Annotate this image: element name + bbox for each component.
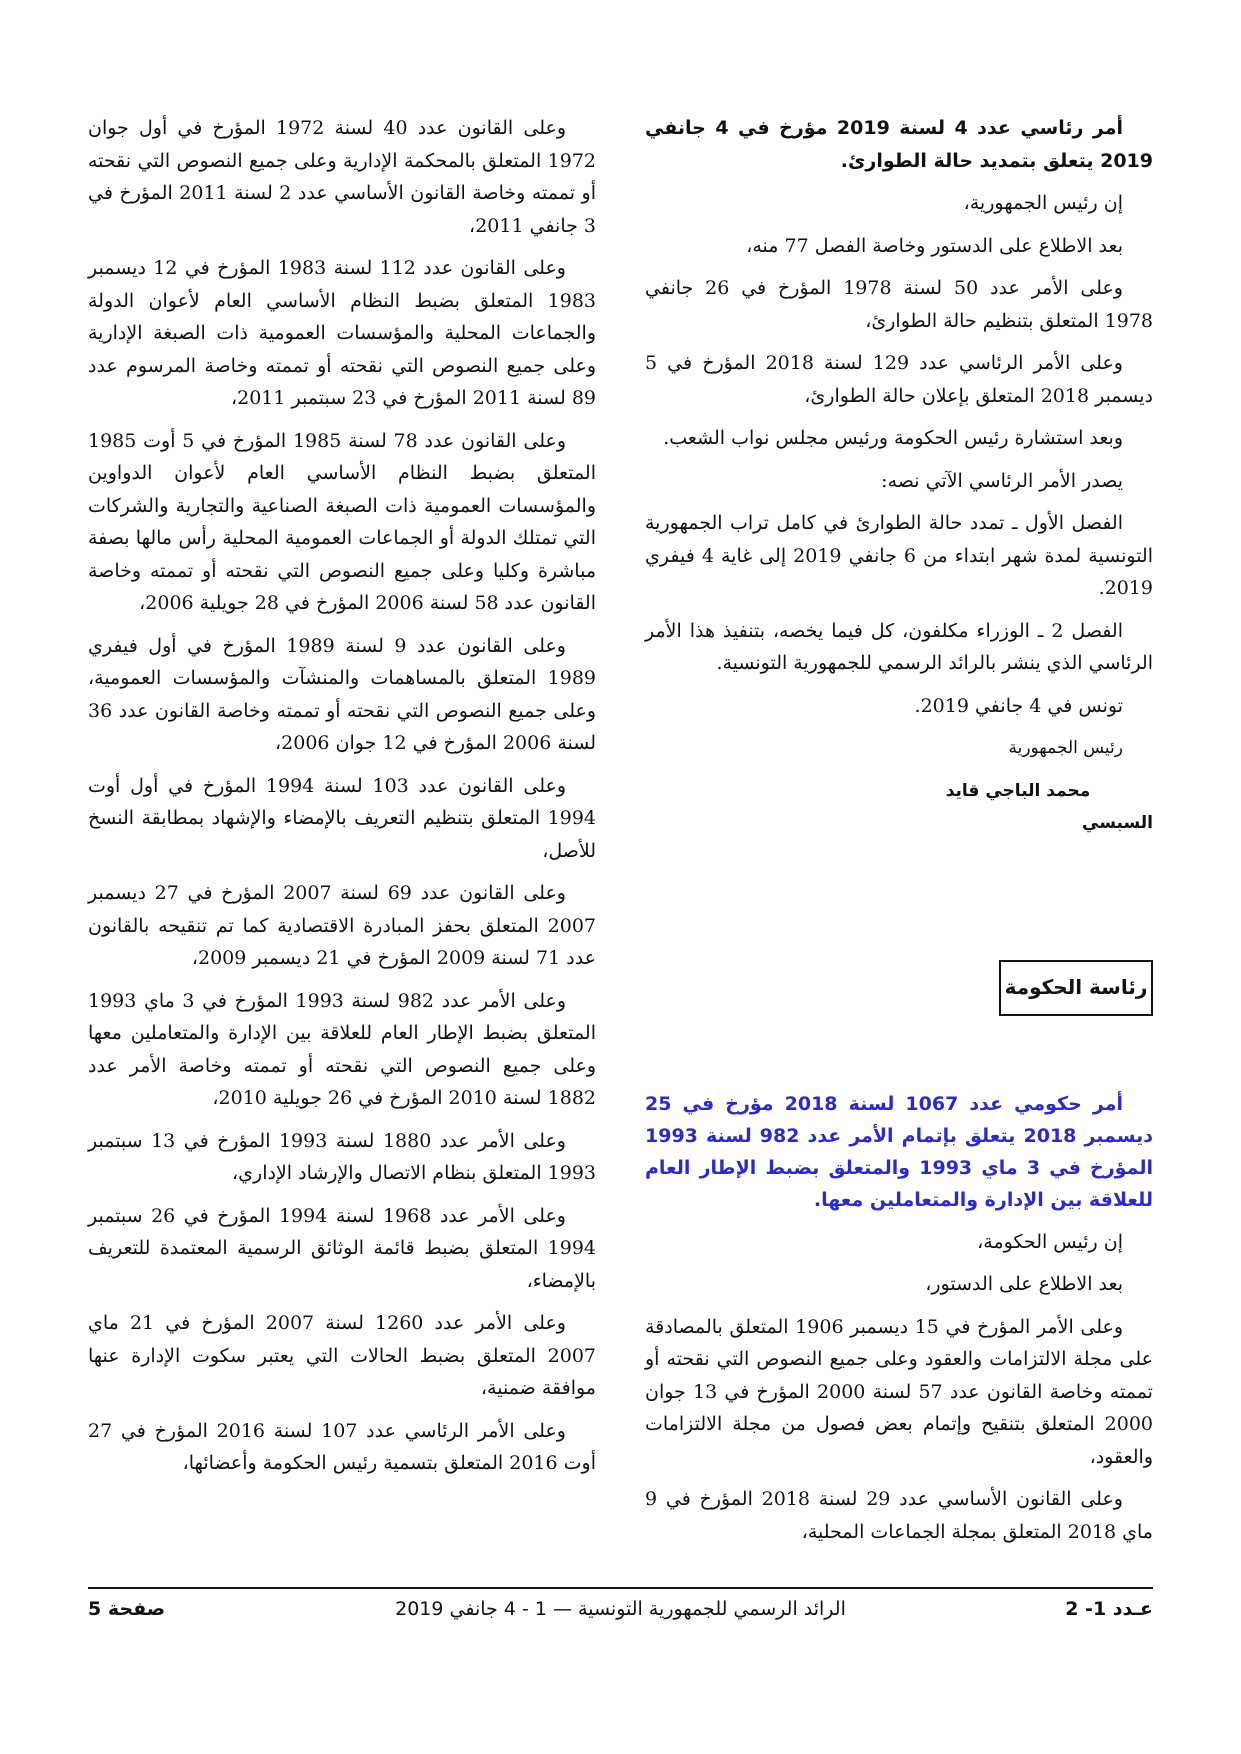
decree-2-paragraph: وعلى القانون الأساسي عدد 29 لسنة 2018 المؤرخ في 9 ماي 2018 المتعلق بمجلة الجماعات المحلية، xyxy=(645,1488,1153,1543)
decree-1-paragraph: إن رئيس الجمهورية، xyxy=(963,192,1123,214)
legal-reference-paragraph: وعلى القانون عدد 103 لسنة 1994 المؤرخ في أول أوت 1994 المتعلق بتنظيم التعريف بالإمضاء والإشهاد بمطابقة النسخ للأصل، xyxy=(88,774,596,862)
legal-reference-paragraph: وعلى القانون عدد 112 لسنة 1983 المؤرخ في 12 ديسمبر 1983 المتعلق بضبط النظام الأساسي العام لأعوان الدولة والجماعات المحلية والمؤسسات العمومية ذات الصبغة الإدارية وعلى جميع النصوص التي نقحته أو تممته وخاصة المرسوم عدد 89 لسنة 2011 المؤرخ في 23 سبتمبر 2011، xyxy=(88,257,596,409)
signature-name: محمد الباجي قايد السبسي xyxy=(945,780,1153,833)
right-column xyxy=(645,112,1153,1558)
decree-2-paragraph: إن رئيس الحكومة، xyxy=(977,1230,1123,1253)
footer-divider xyxy=(88,1587,1153,1589)
legal-reference-paragraph: وعلى الأمر الرئاسي عدد 107 لسنة 2016 المؤرخ في 27 أوت 2016 المتعلق بتسمية رئيس الحكومة وأعضائها، xyxy=(88,1419,596,1474)
decree-1-paragraph: وعلى الأمر الرئاسي عدد 129 لسنة 2018 المؤرخ في 5 ديسمبر 2018 المتعلق بإعلان حالة الطوارئ، xyxy=(645,352,1153,407)
legal-reference-paragraph: وعلى القانون عدد 78 لسنة 1985 المؤرخ في 5 أوت 1985 المتعلق بضبط النظام الأساسي العام لأعوان الدواوين والمؤسسات العمومية ذات الصبغة الصناعية والتجارية والشركات التي تمتلك الدولة أو الجماعات العمومية المحلية رأس مالها بصفة مباشرة وكليا وعلى جميع النصوص التي نقحته أو تممته وخاصة القانون عدد 58 لسنة 2006 المؤرخ في 28 جويلية 2006، xyxy=(88,429,596,614)
decree-1-paragraph: وبعد استشارة رئيس الحكومة ورئيس مجلس نواب الشعب. xyxy=(663,427,1123,449)
decree-2-paragraph: وعلى الأمر المؤرخ في 15 ديسمبر 1906 المتعلق بالمصادقة على مجلة الالتزامات والعقود وعلى جميع النصوص التي نقحته أو تممته وخاصة القانون عدد 57 لسنة 2000 المؤرخ في 13 جوان 2000 المتعلق بتنقيح وإتمام بعض فصول من مجلة الالتزامات والعقود، xyxy=(645,1315,1153,1468)
decree-2-paragraph: بعد الاطلاع على الدستور، xyxy=(925,1273,1123,1295)
decree-1-paragraph: يصدر الأمر الرئاسي الآتي نصه: xyxy=(881,469,1123,492)
legal-reference-paragraph: وعلى القانون عدد 40 لسنة 1972 المؤرخ في أول جوان 1972 المتعلق بالمحكمة الإدارية وعلى جميع النصوص التي نقحته أو تممته وخاصة القانون الأساسي عدد 2 لسنة 2011 المؤرخ في 3 جانفي 2011، xyxy=(88,117,596,237)
section-box-wrap xyxy=(645,850,1153,1088)
decree-1-paragraph: وعلى الأمر عدد 50 لسنة 1978 المؤرخ في 26 جانفي 1978 المتعلق بتنظيم حالة الطوارئ، xyxy=(645,277,1153,332)
legal-reference-paragraph: وعلى الأمر عدد 982 لسنة 1993 المؤرخ في 3 ماي 1993 المتعلق بضبط الإطار العام للعلاقة بين الإدارة والمتعاملين معها وعلى جميع النصوص التي نقحته أو تممته وخاصة الأمر عدد 1882 لسنة 2010 المؤرخ في 26 جويلية 2010، xyxy=(88,989,596,1109)
legal-reference-paragraph: وعلى الأمر عدد 1880 لسنة 1993 المؤرخ في 13 سبتمبر 1993 المتعلق بنظام الاتصال والإرشاد الإداري، xyxy=(88,1129,596,1184)
section-header-box: رئاسة الحكومة xyxy=(999,960,1153,1016)
footer-page-number: صفحة 5 xyxy=(88,1598,166,1620)
legal-reference-paragraph: وعلى القانون عدد 9 لسنة 1989 المؤرخ في أول فيفري 1989 المتعلق بالمساهمات والمنشآت والمؤسسات العمومية، وعلى جميع النصوص التي نقحته أو تممته وخاصة القانون عدد 36 لسنة 2006 المؤرخ في 12 جوان 2006، xyxy=(88,634,596,754)
legal-reference-paragraph: وعلى الأمر عدد 1260 لسنة 2007 المؤرخ في 21 ماي 2007 المتعلق بضبط الحالات التي يعتبر سكوت الإدارة عنها موافقة ضمنية، xyxy=(88,1312,596,1399)
decree-1-article-2: الفصل 2 ـ الوزراء مكلفون، كل فيما يخصه، بتنفيذ هذا الأمر الرئاسي الذي ينشر بالرائد الرسمي للجمهورية التونسية. xyxy=(645,619,1153,674)
legal-reference-paragraph: وعلى الأمر عدد 1968 لسنة 1994 المؤرخ في 26 سبتمبر 1994 المتعلق بضبط قائمة الوثائق الرسمية المعتمدة للتعريف بالإمضاء، xyxy=(88,1204,596,1292)
legal-reference-paragraph: وعلى القانون عدد 69 لسنة 2007 المؤرخ في 27 ديسمبر 2007 المتعلق بحفز المبادرة الاقتصادية كما تم تنقيحه بالقانون عدد 71 لسنة 2009 المؤرخ في 21 ديسمبر 2009، xyxy=(88,882,596,969)
decree-2-title: أمر حكومي عدد 1067 لسنة 2018 مؤرخ في 25 ديسمبر 2018 يتعلق بإتمام الأمر عدد 982 لسنة 1993 المؤرخ في 3 ماي 1993 والمتعلق بضبط الإطار العام للعلاقة بين الإدارة والمتعاملين معها. xyxy=(645,1092,1153,1211)
footer-journal-title: الرائد الرسمي للجمهورية التونسية — 1 - 4 جانفي 2019 xyxy=(395,1598,846,1620)
footer-issue-number: عـدد 1- 2 xyxy=(1065,1598,1153,1620)
decree-1-article-1: الفصل الأول ـ تمدد حالة الطوارئ في كامل تراب الجمهورية التونسية لمدة شهر ابتداء من 6 جانفي 2019 إلى غاية 4 فيفري 2019. xyxy=(645,512,1153,599)
decree-1-title: أمر رئاسي عدد 4 لسنة 2019 مؤرخ في 4 جانفي 2019 يتعلق بتمديد حالة الطوارئ. xyxy=(645,117,1153,172)
decree-1-date: تونس في 4 جانفي 2019. xyxy=(914,694,1123,717)
left-column xyxy=(88,112,596,1490)
page-footer xyxy=(88,1598,1153,1632)
decree-1-paragraph: بعد الاطلاع على الدستور وخاصة الفصل 77 منه، xyxy=(746,234,1123,257)
signature-role: رئيس الجمهورية xyxy=(1008,738,1123,758)
